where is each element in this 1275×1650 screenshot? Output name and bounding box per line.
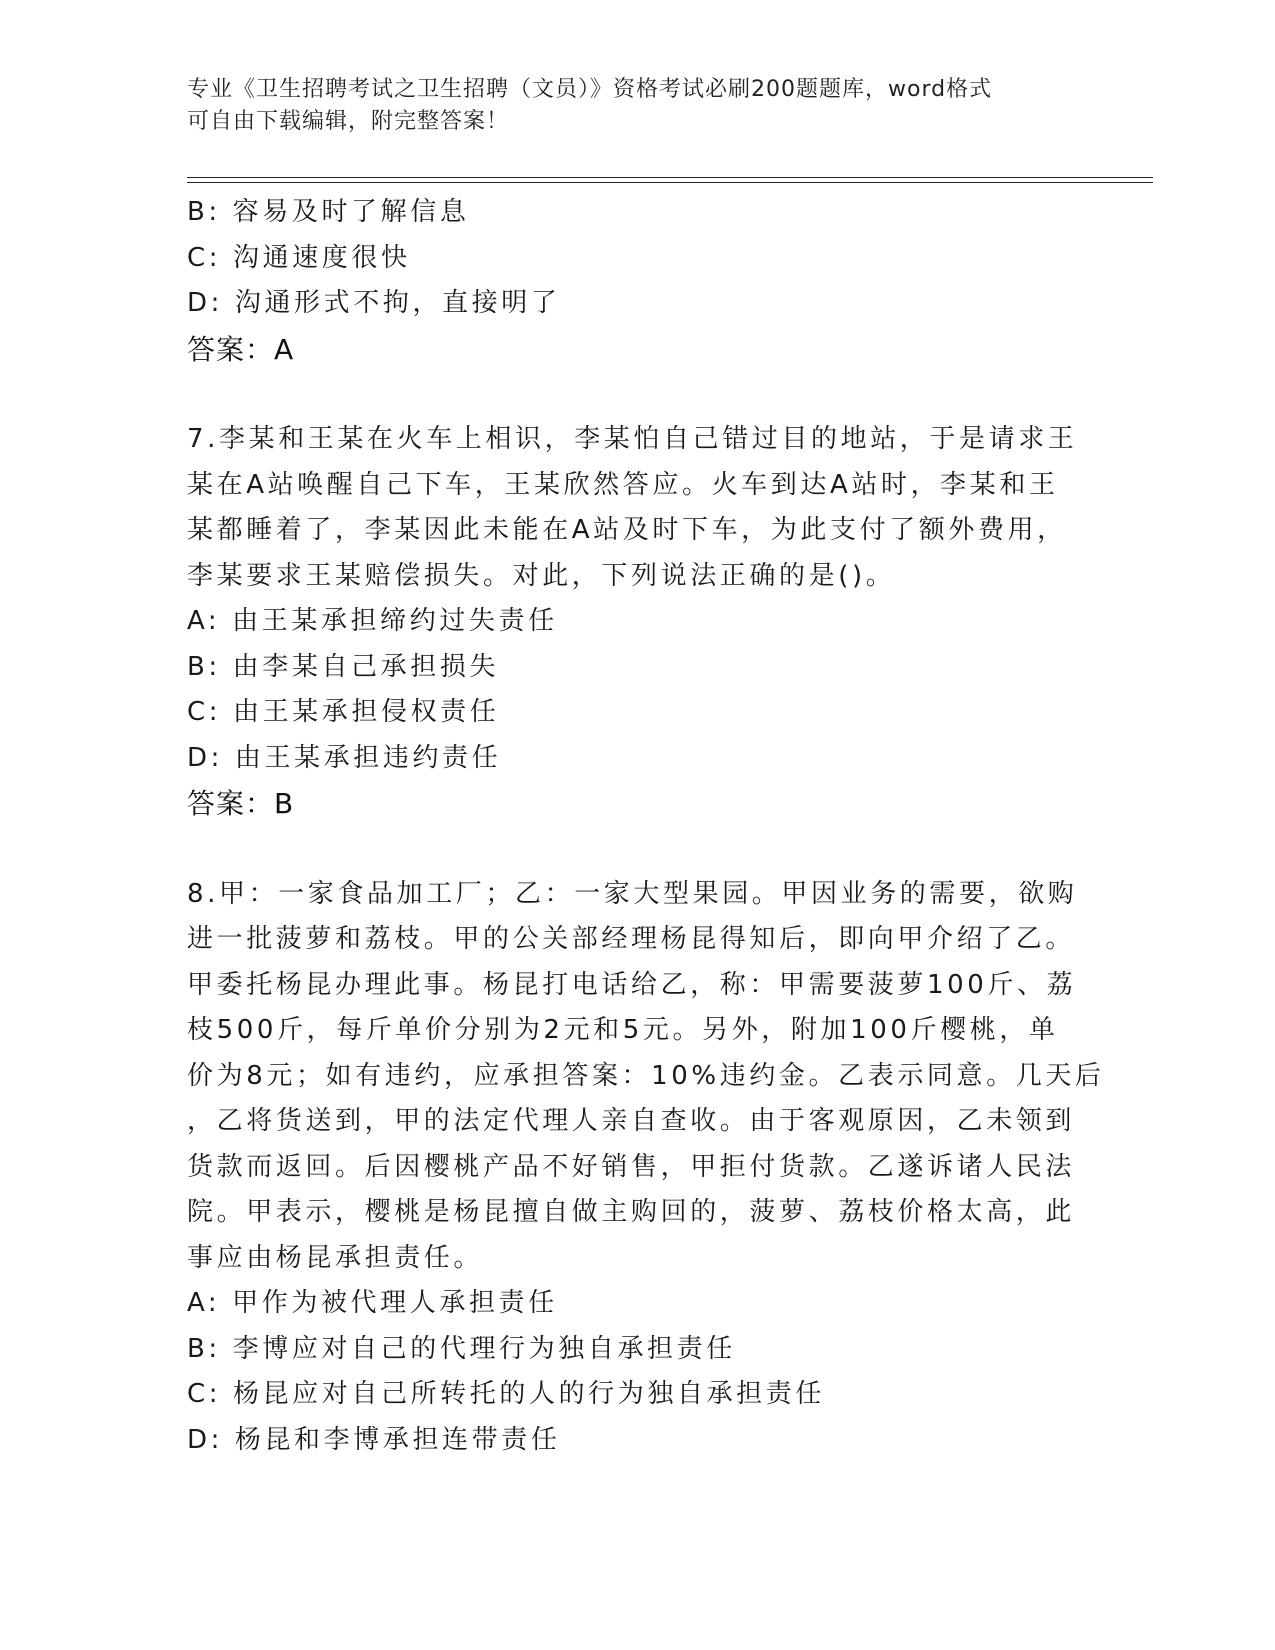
- question-content: [187, 190, 1105, 1463]
- spacer: [187, 372, 1087, 417]
- question-stem-line: 院。甲表示，樱桃是杨昆擅自做主购回的，菠萝、荔枝价格太高，此: [187, 1197, 1076, 1227]
- answer-label: 答案：A: [187, 332, 295, 366]
- option-b: B: 容易及时了解信息: [187, 197, 470, 227]
- option-c: C: 沟通速度很快: [187, 242, 411, 273]
- question-7: [187, 417, 1087, 827]
- question-stem-line: ，乙将货送到，甲的法定代理人亲自查收。由于客观原因，乙未领到: [187, 1106, 1076, 1136]
- question-6-continued: [187, 190, 1087, 372]
- option-d: D: 由王某承担违约责任: [187, 742, 502, 773]
- question-stem-line: 某在A站唤醒自己下车，王某欣然答应。火车到达A站时，李某和王: [187, 469, 1059, 500]
- question-stem-line: 某都睡着了，李某因此未能在A站及时下车，为此支付了额外费用，: [187, 515, 1067, 545]
- header-divider-bottom: [187, 182, 1153, 183]
- option-a: A: 由王某承担缔约过失责任: [187, 606, 558, 636]
- header-title-line-1: 专业《卫生招聘考试之卫生招聘（文员）》资格考试必刷200题题库，word格式: [187, 77, 993, 102]
- question-8: [187, 872, 1105, 1464]
- question-stem-line: 枝500斤，每斤单价分别为2元和5元。另外，附加100斤樱桃，单: [187, 1015, 1059, 1045]
- answer-label: 答案：B: [187, 787, 295, 820]
- option-d: D: 杨昆和李博承担连带责任: [187, 1424, 561, 1455]
- option-c: C: 由王某承担侵权责任: [187, 697, 500, 727]
- spacer: [187, 827, 1087, 872]
- question-stem-line: 甲委托杨昆办理此事。杨昆打电话给乙，称：甲需要菠萝100斤、荔: [187, 969, 1077, 1000]
- header-divider-top: [187, 177, 1153, 178]
- question-stem-line: 李某要求王某赔偿损失。对此，下列说法正确的是()。: [187, 560, 896, 591]
- option-b: B: 李博应对自己的代理行为独自承担责任: [187, 1333, 736, 1364]
- header-title-line-2: 可自由下载编辑，附完整答案！: [187, 109, 510, 134]
- question-stem-line: 价为8元；如有违约，应承担答案：10%违约金。乙表示同意。几天后: [187, 1060, 1105, 1091]
- question-stem-line: 8.甲：一家食品加工厂；乙：一家大型果园。甲因业务的需要，欲购: [187, 878, 1078, 909]
- question-stem-line: 货款而返回。后因樱桃产品不好销售，甲拒付货款。乙遂诉诸人民法: [187, 1151, 1076, 1182]
- question-stem-line: 事应由杨昆承担责任。: [187, 1242, 484, 1273]
- option-a: A: 甲作为被代理人承担责任: [187, 1288, 558, 1318]
- question-stem-line: 进一批菠萝和荔枝。甲的公关部经理杨昆得知后，即向甲介绍了乙。: [187, 924, 1076, 954]
- option-d: D: 沟通形式不拘，直接明了: [187, 288, 561, 318]
- option-c: C: 杨昆应对自己所转托的人的行为独自承担责任: [187, 1379, 825, 1409]
- document-header: [187, 74, 1067, 138]
- option-b: B: 由李某自己承担损失: [187, 651, 500, 682]
- question-stem-line: 7.李某和王某在火车上相识，李某怕自己错过目的地站，于是请求王: [187, 424, 1078, 454]
